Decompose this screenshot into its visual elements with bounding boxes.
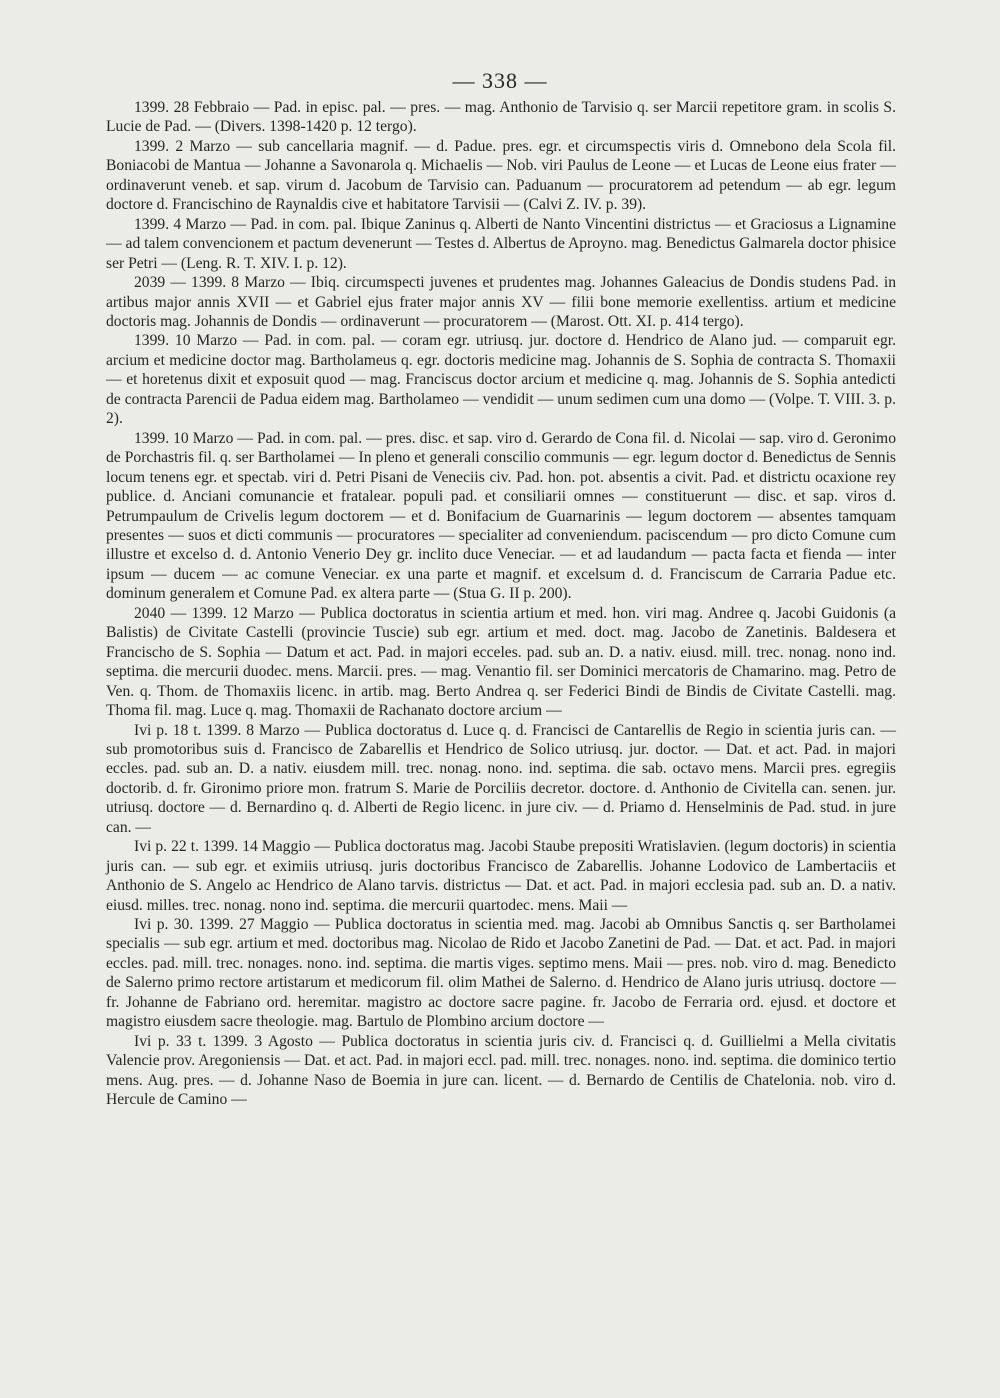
- paragraph-ivi-p18: Ivi p. 18 t. 1399. 8 Marzo — Publica doctoratus d. Luce q. d. Francisci de Cantarellis de Regio in scientia juris can. — sub promotoribus suis d. Francisco de Zabarellis et Hendrico de Solico utriusq. jur. doctor. — Dat. et act. Pad. in majori eccles. pad. sub an. D. a nativ. eiusdem mill. trec. nonag. nono. ind. septima. die sab. octavo mens. Marcii pres. egregiis doctorib. d. fr. Gironimo priore mon. fratrum S. Marie de Porciliis decretor. doctore. d. Anthonio de Civitella can. senen. jur. utriusq. doctore — d. Bernardino q. d. Alberti de Regio licenc. in jure civ. — d. Priamo d. Henselminis de Pad. stud. in jure can. —: [106, 721, 896, 836]
- paragraph-1399-03-10-b: 1399. 10 Marzo — Pad. in com. pal. — pres. disc. et sap. viro d. Gerardo de Cona fil. d. Nicolai — sap. viro d. Geronimo de Porchastris fil. q. ser Bartholamei — In pleno et generali conscilio communis — egr. legum doctor d. Benedictus de Sennis locum tenens egr. et spectab. viri d. Petri Pisani de Veneciis civ. Pad. hon. pot. absentis a civit. Pad. et districtu ocaxione rey publice. d. Anciani comunancie et fratalear. populi pad. et consiliarii omnes — constituerunt — disc. et sap. viros d. Petrumpaulum de Crivelis legum doctorem — et d. Bonifacium de Guarnarinis — legum doctorem — absentes tamquam presentes — suos et dicti communis — procuratores — specialiter ad conveniendum. paciscendum — pro dicto Comune cum illustre et excelso d. d. Antonio Venerio Dey gr. inclito duce Veneciar. — et ad laudandum — pacta facta et fienda — inter ipsum — ducem — ac comune Veneciar. ex una parte et magnif. et excelsum d. d. Franciscum de Carraria Padue etc. dominum generalem et Comune Pad. ex altera parte — (Stua G. II p. 200).: [106, 429, 896, 603]
- document-body: [106, 98, 896, 1110]
- paragraph-ivi-p22: Ivi p. 22 t. 1399. 14 Maggio — Publica doctoratus mag. Jacobi Staube prepositi Wratislavien. (legum doctoris) in scientia juris can. — sub egr. et eximiis utriusq. juris doctoribus Francisco de Zabarellis. Johanne Lodovico de Lambertaciis et Anthonio de S. Angelo ac Hendrico de Alano tarvis. districtus — Dat. et act. Pad. in majori ecclesia pad. sub an. D. a nativ. eiusd. milles. trec. nonag. nono ind. septima. die mercurii quartodec. mens. Maii —: [106, 838, 896, 914]
- paragraph-entry-2039: 2039 — 1399. 8 Marzo — Ibiq. circumspecti juvenes et prudentes mag. Johannes Galeacius de Dondis studens Pad. in artibus major annis XVII — et Gabriel ejus frater major annis XV — filii bone memorie exellentiss. artium et medicine doctoris mag. Johannis de Dondis — ordinaverunt — procuratorem — (Marost. Ott. XI. p. 414 tergo).: [106, 274, 896, 330]
- paragraph-1399-03-04: 1399. 4 Marzo — Pad. in com. pal. Ibique Zaninus q. Alberti de Nanto Vincentini districtus — et Graciosus a Lignamine — ad talem convencionem et pactum devenerunt — Testes d. Albertus de Aproyno. mag. Benedictus Galmarela doctor phisice ser Petri — (Leng. R. T. XIV. I. p. 12).: [106, 215, 896, 272]
- paragraph-ivi-p33: Ivi p. 33 t. 1399. 3 Agosto — Publica doctoratus in scientia juris civ. d. Francisci q. d. Guillielmi a Mella civitatis Valencie prov. Aregoniensis — Dat. et act. Pad. in majori eccl. pad. mill. trec. nonages. nono. ind. septima. die dominico tertio mens. Aug. pres. — d. Johanne Naso de Boemia in jure can. licent. — d. Bernardo de Centilis de Chatelonia. nob. viro d. Hercule de Camino —: [106, 1032, 896, 1109]
- page-number: — 338 —: [452, 68, 548, 93]
- paragraph-1399-02-28: 1399. 28 Febbraio — Pad. in episc. pal. — pres. — mag. Anthonio de Tarvisio q. ser Marcii repetitore gram. in scolis S. Lucie de Pad. — (Divers. 1398-1420 p. 12 tergo).: [106, 99, 896, 136]
- paragraph-1399-03-02: 1399. 2 Marzo — sub cancellaria magnif. — d. Padue. pres. egr. et circumspectis viris d. Omnebono dela Scola fil. Boniacobi de Mantua — Johanne a Savonarola q. Michaelis — Nob. viri Paulus de Leone — et Lucas de Leone eius frater — ordinaverunt veneb. et sap. virum d. Jacobum de Tarvisio can. Paduanum — procuratorem ad petendum — ab egr. legum doctore d. Francischino de Raynaldis cive et habitatore Tarvisii — (Calvi Z. IV. p. 39).: [106, 137, 896, 214]
- paragraph-entry-2040: 2040 — 1399. 12 Marzo — Publica doctoratus in scientia artium et med. hon. viri mag. Andree q. Jacobi Guidonis (a Balistis) de Civitate Castelli (provincie Tuscie) sub egr. artium et med. doct. mag. Jacobo de Zanetinis. Baldesera et Francischo de S. Sophia — Datum et act. Pad. in majori ecceles. pad. sub an. D. a nativ. eiusd. mill. trec. nonag. nono ind. septima. die mercurii duodec. mens. Marcii. pres. — mag. Venantio fil. ser Dominici mercatoris de Chamarino. mag. Petro de Ven. q. Thom. de Thomaxiis licenc. in artib. mag. Berto Andrea q. ser Federici Bindi de Bindis de Civitate Castelli. mag. Thoma fil. mag. Luce q. mag. Thomaxii de Rachanato doctore arcium —: [106, 604, 896, 720]
- paragraph-ivi-p30: Ivi p. 30. 1399. 27 Maggio — Publica doctoratus in scientia med. mag. Jacobi ab Omnibus Sanctis q. ser Bartholamei specialis — sub egr. artium et med. doctoribus mag. Nicolao de Rido et Jacobo Zanetini de Pad. — Dat. et act. Pad. in majori eccles. pad. mill. trec. nonages. nono. ind. septima. die martis viges. septimo mens. Maii — pres. nob. viro d. mag. Benedicto de Salerno primo rectore artistarum et medicorum fil. olim Mathei de Salerno. d. Hendrico de Alano juris utriusq. doctore — fr. Johanne de Fabriano ord. heremitar. magistro ac doctore sacre pagine. fr. Jacobo de Ferraria ord. ejusd. et doctore et magistro eiusdem sacre theologie. mag. Bartulo de Plombino arcium doctore —: [106, 916, 896, 1031]
- paragraph-1399-03-10-a: 1399. 10 Marzo — Pad. in com. pal. — coram egr. utriusq. jur. doctore d. Hendrico de Alano jud. — comparuit egr. arcium et medicine doctor mag. Bartholameus q. egr. doctoris medicine mag. Johannis de S. Sophia de contracta S. Thomaxii — et horetenus dixit et exposuit quod — mag. Franciscus doctor arcium et medicine q. mag. Johannis de S. Sophia antedicti de contracta Parencii de Padua eidem mag. Bartholameo — vendidit — unum sedimen cum una domo — (Volpe. T. VIII. 3. p. 2).: [106, 332, 896, 428]
